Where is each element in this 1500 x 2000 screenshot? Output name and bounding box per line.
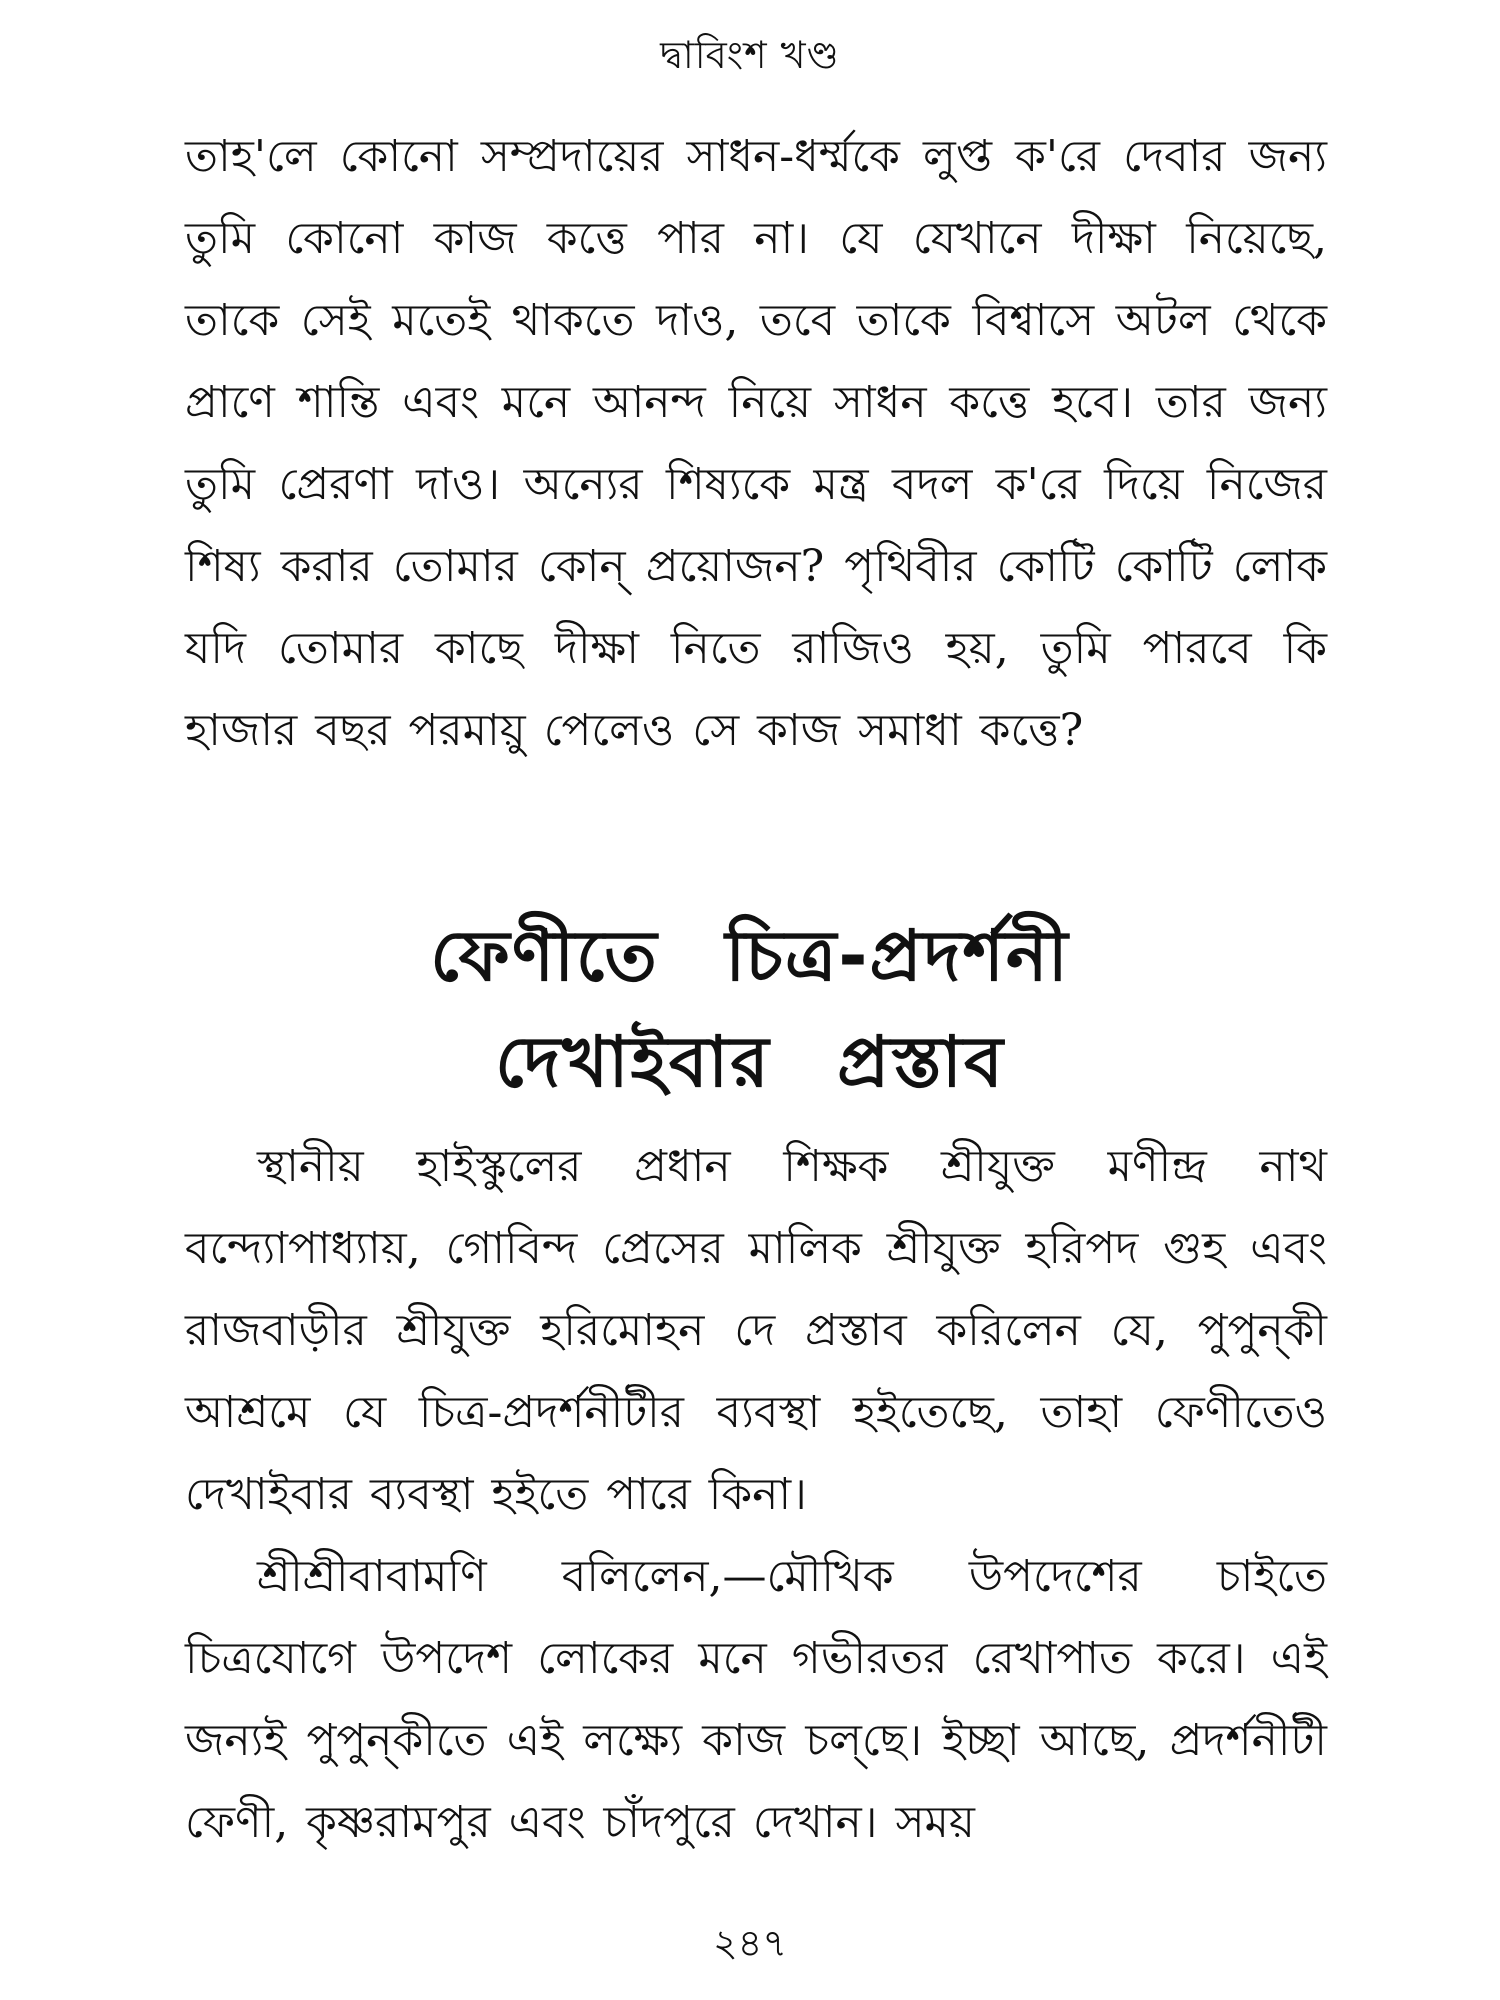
section-heading: [0, 903, 1500, 1115]
running-header: দ্বাবিংশ খণ্ড: [660, 33, 840, 77]
section-heading-line-2: দেখাইবার প্রস্তাব: [495, 1021, 1005, 1103]
body-text-bottom: [185, 1126, 1327, 1864]
page-number: ২৪৭: [712, 1921, 788, 1965]
paragraph-top-1: তাহ'লে কোনো সম্প্রদায়ের সাধন-ধর্ম্মকে লুপ্ত ক'রে দেবার জন্য তুমি কোনো কাজ কত্তে পার না। যে যেখানে দীক্ষা নিয়েছে, তাকে সেই মতেই থাকতে দাও, তবে তাকে বিশ্বাসে অটল থেকে প্রাণে শান্তি এবং মনে আনন্দ নিয়ে সাধন কত্তে হবে। তার জন্য তুমি প্রেরণা দাও। অন্যের শিষ্যকে মন্ত্র বদল ক'রে দিয়ে নিজের শিষ্য করার তোমার কোন্ প্রয়োজন? পৃথিবীর কোটি কোটি লোক যদি তোমার কাছে দীক্ষা নিতে রাজিও হয়, তুমি পারবে কি হাজার বছর পরমায়ু পেলেও সে কাজ সমাধা কত্তে?: [185, 131, 1327, 756]
paragraph-bottom-1: স্থানীয় হাইস্কুলের প্রধান শিক্ষক শ্রীযুক্ত মণীন্দ্র নাথ বন্দ্যোপাধ্যায়, গোবিন্দ প্রেসের মালিক শ্রীযুক্ত হরিপদ গুহ এবং রাজবাড়ীর শ্রীযুক্ত হরিমোহন দে প্রস্তাব করিলেন যে, পুপুন্‌কী আশ্রমে যে চিত্র-প্রদর্শনীটীর ব্যবস্থা হইতেছে, তাহা ফেণীতেও দেখাইবার ব্যবস্থা হইতে পারে কিনা।: [185, 1141, 1327, 1520]
section-heading-line-1: ফেণীতে চিত্র-প্রদর্শনী: [430, 915, 1070, 997]
paragraph-bottom-2: শ্রীশ্রীবাবামণি বলিলেন,—মৌখিক উপদেশের চাইতে চিত্রযোগে উপদেশ লোকের মনে গভীরতর রেখাপাত করে। এই জন্যই পুপুন্‌কীতে এই লক্ষ্যে কাজ চল্‌ছে। ইচ্ছা আছে, প্রদর্শনীটী ফেণী, কৃষ্ণরামপুর এবং চাঁদপুরে দেখান। সময়: [185, 1551, 1327, 1848]
body-text-top: [185, 116, 1327, 772]
